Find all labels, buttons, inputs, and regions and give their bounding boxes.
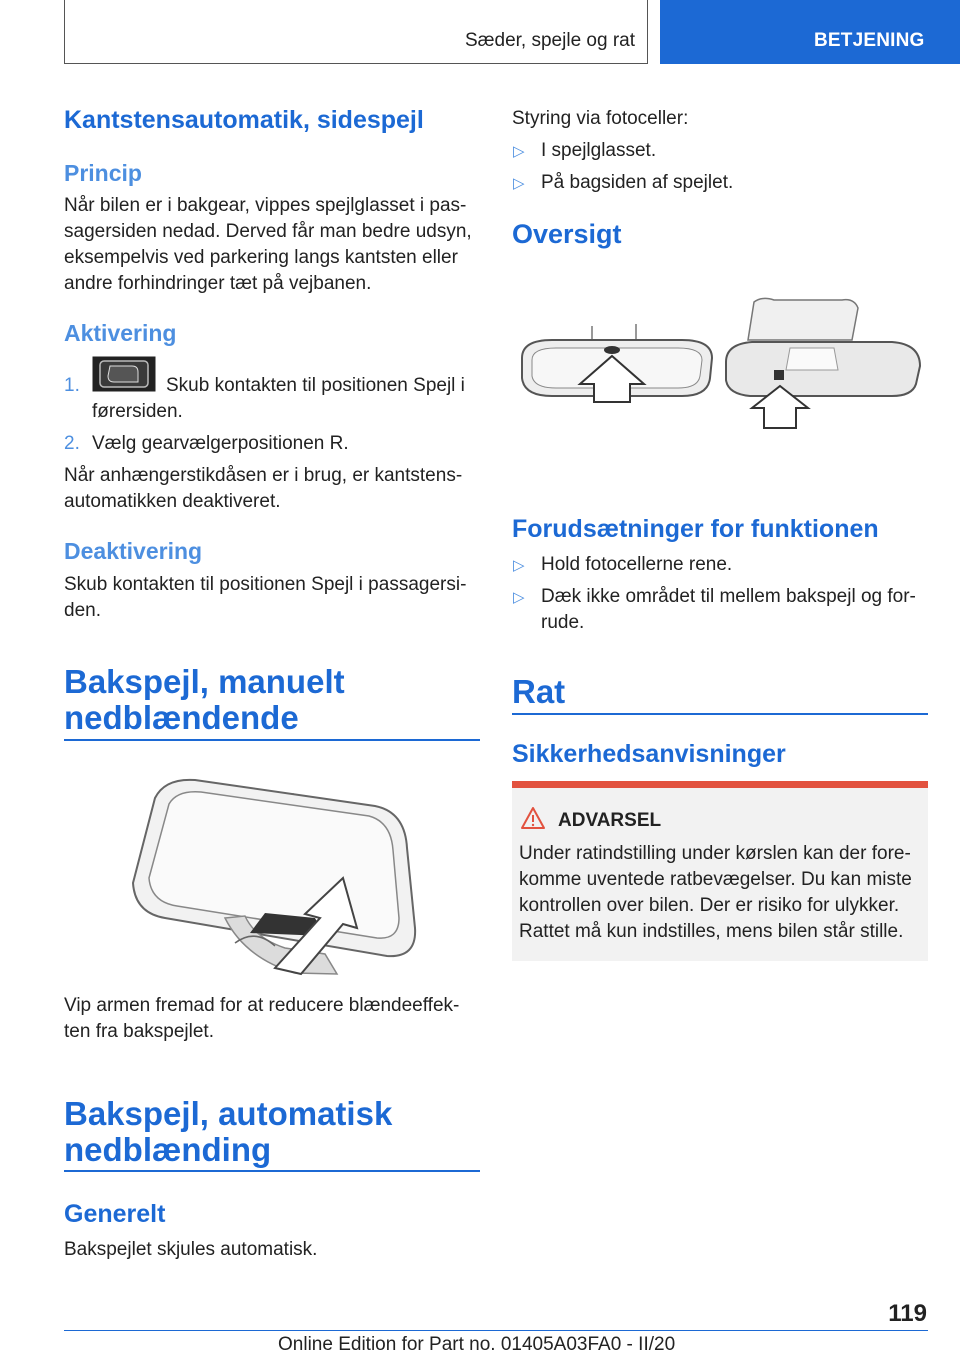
footer-rule <box>64 1330 928 1331</box>
forud-item-2-cont: rude. <box>541 612 585 633</box>
section-rule <box>512 713 928 715</box>
vip-paragraph <box>64 993 484 1045</box>
warning-label: ADVARSEL <box>558 810 662 831</box>
styring-item-1: I spejlglasset. <box>541 140 657 161</box>
heading-line: Bakspejl, automatisk <box>64 1095 393 1132</box>
forud-item-1: Hold fotocellerne rene. <box>541 554 733 575</box>
deaktivering-heading: Deaktivering <box>64 538 203 564</box>
forud-item-2: Dæk ikke området til mellem bakspejl og for- <box>541 586 916 607</box>
text-line: Under ratindstilling under kørslen kan der fore- <box>519 843 911 864</box>
step1-text-cont: førersiden. <box>92 401 183 422</box>
photocell-overview-illustration <box>512 296 928 436</box>
anhaenger-paragraph <box>64 463 484 515</box>
princip-heading: Princip <box>64 160 142 186</box>
oversigt-heading: Oversigt <box>512 219 622 249</box>
step1-text: Skub kontakten til positionen Spejl i <box>166 375 465 396</box>
page-number: 119 <box>888 1300 927 1327</box>
text-line: andre forhindringer tæt på vejbanen. <box>64 273 372 294</box>
triangle-right-icon: ▷ <box>513 557 525 574</box>
section-rule <box>64 739 480 741</box>
aktivering-heading: Aktivering <box>64 320 177 346</box>
text-line: kontrollen over bilen. Der er risiko for ulykker. <box>519 895 900 916</box>
header-section-title: Sæder, spejle og rat <box>464 30 635 51</box>
bakspejl-auto-heading <box>64 1096 392 1168</box>
heading-line: Bakspejl, manuelt <box>64 663 345 700</box>
triangle-right-icon: ▷ <box>513 175 525 192</box>
bakspejl-manuelt-heading <box>64 664 345 736</box>
triangle-right-icon: ▷ <box>513 589 525 606</box>
kantsten-heading: Kantstensautomatik, sidespejl <box>64 106 424 134</box>
styring-text: Styring via fotoceller: <box>512 108 689 129</box>
warning-text <box>519 841 923 945</box>
text-line: ten fra bakspejlet. <box>64 1021 214 1042</box>
text-line: den. <box>64 600 101 621</box>
princip-paragraph <box>64 193 484 297</box>
text-line: Vip armen fremad for at reducere blændeeffek- <box>64 995 460 1016</box>
header-section-box <box>64 0 648 64</box>
warning-bar <box>512 781 928 788</box>
heading-line: nedblænding <box>64 1131 272 1168</box>
section-rule <box>64 1170 480 1172</box>
text-line: Skub kontakten til positionen Spejl i passagersi- <box>64 574 467 595</box>
styring-item-2: På bagsiden af spejlet. <box>541 172 734 193</box>
header-chapter-title: BETJENING <box>814 30 925 51</box>
heading-line: nedblændende <box>64 699 299 736</box>
warning-triangle-icon <box>520 806 546 830</box>
step1-number: 1. <box>64 375 80 396</box>
triangle-right-icon: ▷ <box>513 143 525 160</box>
forud-heading: Forudsætninger for funktionen <box>512 515 879 543</box>
text-line: Når anhængerstikdåsen er i brug, er kantstens- <box>64 465 463 486</box>
manual-mirror-illustration <box>125 768 425 978</box>
sikker-heading: Sikkerhedsanvisninger <box>512 740 786 768</box>
text-line: Når bilen er i bakgear, vippes spejlglasset i pas- <box>64 195 467 216</box>
text-line: Rattet må kun indstilles, mens bilen står stille. <box>519 921 904 942</box>
text-line: sagersiden nedad. Derved får man bedre udsyn, <box>64 221 472 242</box>
generelt-text: Bakspejlet skjules automatisk. <box>64 1239 318 1260</box>
generelt-heading: Generelt <box>64 1200 166 1228</box>
rat-heading: Rat <box>512 673 566 710</box>
deaktivering-paragraph <box>64 572 484 624</box>
step2-text: Vælg gearvælgerpositionen R. <box>92 433 349 454</box>
text-line: komme uventede ratbevægelser. Du kan miste <box>519 869 912 890</box>
text-line: eksempelvis ved parkering langs kantsten eller <box>64 247 458 268</box>
mirror-switch-icon <box>92 356 156 392</box>
header-chapter-box <box>660 0 960 64</box>
text-line: automatikken deaktiveret. <box>64 491 281 512</box>
edition-text: Online Edition for Part no. 01405A03FA0 - II/20 <box>278 1334 676 1355</box>
step2-number: 2. <box>64 433 80 454</box>
